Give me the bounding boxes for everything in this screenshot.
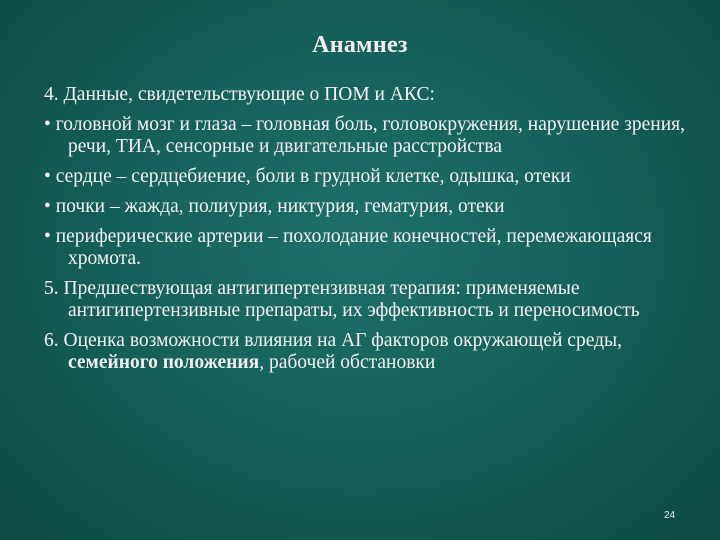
bullet-kidneys: • почки – жажда, полиурия, никтурия, гематурия, отеки — [44, 196, 505, 217]
page-number: 24 — [664, 510, 676, 521]
item-6-text-start: 6. Оценка возможности влияния на АГ факторов окружающей среды, — [44, 330, 622, 351]
item-6-text-end: , рабочей обстановки — [259, 352, 436, 373]
bullet-brain-eyes: • головной мозг и глаза – головная боль, головокружения, нарушение зрения, речи, ТИА, сенсорные и двигательные расстройства — [44, 114, 685, 157]
bullet-peripheral-arteries: • периферические артерии – похолодание конечностей, перемежающаяся хромота. — [44, 226, 652, 269]
item-4-heading: 4. Данные, свидетельствующие о ПОМ и АКС: — [44, 84, 435, 105]
item-6-environment — [44, 330, 704, 374]
slide-title: Анамнез — [312, 32, 408, 58]
item-6-bold-text: семейного положения — [68, 352, 260, 373]
bullet-heart: • сердце – сердцебиение, боли в грудной клетке, одышка, отеки — [44, 166, 571, 187]
slide-body — [44, 84, 704, 382]
item-5-prior-therapy: 5. Предшествующая антигипертензивная терапия: применяемые антигипертензивные препараты, их эффективность и переносимость — [44, 278, 640, 321]
